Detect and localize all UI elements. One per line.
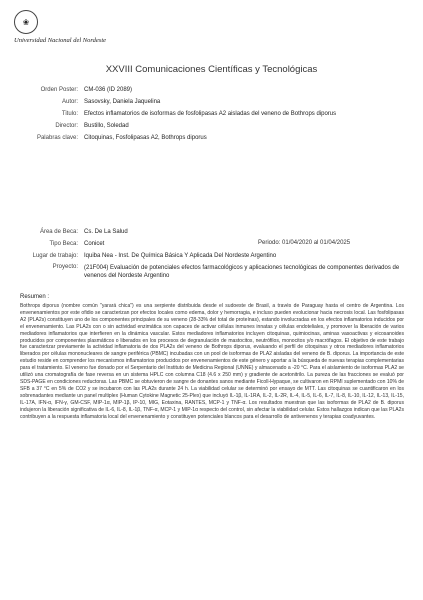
meta-key: Director: (55, 123, 78, 129)
meta-row-area (20, 228, 128, 236)
meta-key: Lugar de trabajo: (32, 253, 78, 259)
meta-row-autor (20, 98, 160, 106)
proyecto-value: (21F004) Evaluación de potenciales efectos farmacológicos y aplicaciones tecnológicas de componentes derivados de venenos del Nordeste Argentino (84, 265, 400, 279)
proyecto-key: Proyecto: (52, 264, 78, 270)
meta-key: Tipo Beca: (49, 241, 78, 247)
meta-row-palabras (20, 134, 207, 142)
meta-value: Sasovsky, Daniela Jaquelina (84, 99, 161, 105)
meta-value: Citoquinas, Fosfolipasas A2, Bothrops diporus (84, 135, 207, 141)
meta-value: Cs. De La Salud (84, 229, 128, 235)
seal-glyph: ❀ (22, 17, 30, 27)
meta-key: Autor: (61, 99, 78, 105)
university-name: Universidad Nacional del Nordeste (14, 37, 107, 44)
meta-value: Efectos inflamatorios de isoformas de fosfolipasas A2 aisladas del veneno de Bothrops diporus (84, 111, 337, 117)
meta-key: Área de Beca: (39, 229, 78, 235)
meta-row-orden (20, 86, 132, 94)
university-seal-icon (14, 10, 38, 34)
meta-value: Conicet (84, 241, 105, 247)
meta-value: Iquiba Nea - Inst. De Química Básica Y Aplicada Del Nordeste Argentino (84, 253, 277, 259)
meta-value: Bustillo, Soledad (84, 123, 129, 129)
meta-key: Palabras clave: (36, 135, 78, 141)
resumen-heading: Resumen : (20, 294, 50, 300)
periodo: Periodo: 01/04/2020 al 01/04/2025 (258, 240, 351, 246)
meta-row-titulo (20, 110, 336, 118)
resumen-body: Bothrops diporus (nombre común "yarará chica") es una serpiente distribuida desde el sudoeste de Brasil, a través de Paraguay hasta el centro de Argentina. Los envenenamientos por este ofidio se caracterizan por efectos locales como edema, dolor y hemorragia, e incluso pueden evolucionar hacia necrosis local. Las fosfolipasas A2 (PLA2s) constituyen uno de los componentes principales de su veneno (28-33% del total de proteínas), estando involucradas en los efectos inflamatorios inducidos por el envenenamiento. Las PLA2s con o sin actividad enzimática son capaces de activar células inmunes innatas y células endoteliales, y promover la liberación de varios mediadores inflamatorios que interfieren en la dinámica vascular. Estos mediadores inflamatorios incluyen citoquinas, quimiocinas, aminas vasoactivas y eicosanoides producidos por componentes plasmáticos o liberados en los procesos de degranulación de mastocitos, neutrófilos, monocitos y/o macrófagos. El objetivo de este trabajo fue caracterizar previamente la actividad inflamatoria de dos PLA2s del veneno de Bothrops diporus, evaluando el perfil de citoquinas y otros mediadores inflamatorios liberados por células mononucleares de sangre periférica (PBMC) incubadas con un pool de isoformas de PLA2 aisladas del veneno de B. diporus. La importancia de este estudio reside en comprender los mecanismos inflamatorios producidos por envenenamientos de este género y aportar a la búsqueda de nuevas terapias complementarias para el tratamiento. El veneno fue donado por el Serpentario del Instituto de Medicina Regional (UNNE) y almacenado a -20 °C. Para el aislamiento de isoformas PLA2 se utilizó una cromatografía de fase reversa en un sistema HPLC con columna C18 (4.6 x 250 mm) y gradiente de acetonitrilo. La pureza de las fracciones se evaluó por SDS-PAGE en condiciones reductoras. Las PBMC se obtuvieron de sangre de donantes sanos mediante Ficoll-Hypaque, se cultivaron en RPMI suplementado con 10% de SFB a 37 °C en 5% de CO2 y se incubaron con las PLA2s durante 24 h. La viabilidad celular se determinó por ensayo de MTT. Las citoquinas se cuantificaron en los sobrenadantes mediante un panel multiplex (Human Cytokine Magnetic 25-Plex) que incluyó IL-1β, IL-1RA, IL-2, IL-2R, IL-4, IL-5, IL-6, IL-7, IL-8, IL-10, IL-12, IL-13, IL-15, IL-17A, IFN-α, IFN-γ, GM-CSF, MIP-1α, MIP-1β, IP-10, MIG, Eotaxina, RANTES, MCP-1 y TNF-α. Los resultados muestran que las isoformas de PLA2 de B. diporus indujeron la liberación significativa de IL-6, IL-8, IL-1β, TNF-α, MCP-1 y MIP-1α respecto del control, sin afectar la viabilidad celular. Estos hallazgos indican que las PLA2s contribuyen a la respuesta inflamatoria local del envenenamiento y constituyen potenciales blancos para el desarrollo de antivenenos y terapias coadyuvantes. (20, 303, 404, 420)
meta-row-tipo (20, 240, 104, 248)
meta-value: CM-036 (ID 2089) (84, 87, 133, 93)
meta-row-director (20, 122, 129, 130)
meta-key: Orden Poster: (40, 87, 78, 93)
university-logo (14, 10, 124, 44)
meta-key: Titulo: (61, 111, 78, 117)
page-title: XXVIII Comunicaciones Científicas y Tecnológicas (105, 64, 318, 75)
meta-row-lugar (20, 252, 276, 260)
